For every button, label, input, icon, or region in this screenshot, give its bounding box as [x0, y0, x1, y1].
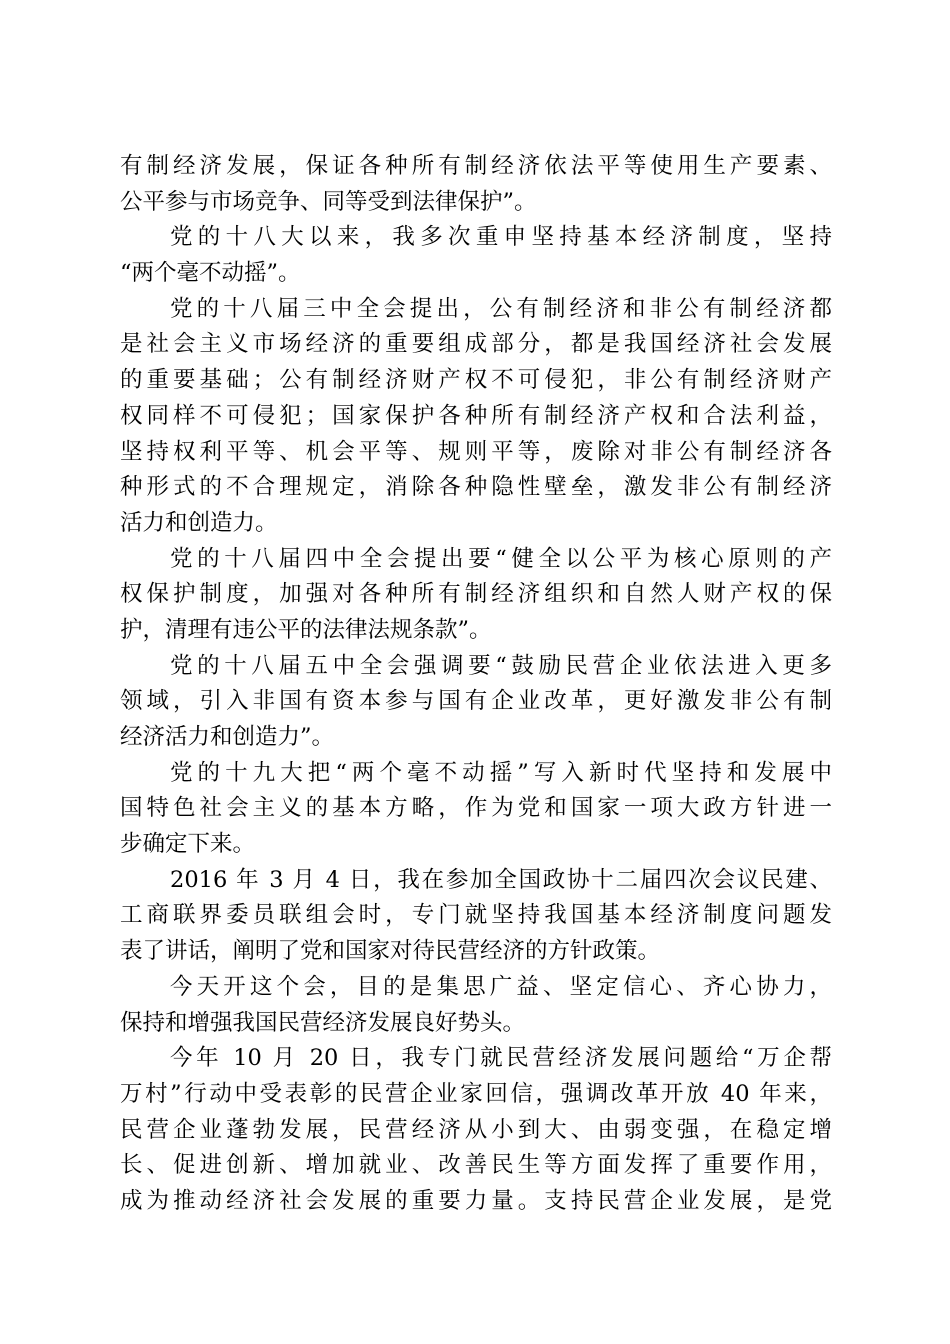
- text-line: 2016 年 3 月 4 日，我在参加全国政协十二届四次会议民建、: [170, 866, 832, 893]
- text-line: 领域，引入非国有资本参与国有企业改革，更好激发非公有制: [120, 688, 832, 715]
- text-line: 是社会主义市场经济的重要组成部分，都是我国经济社会发展: [120, 331, 832, 358]
- text-line: 的重要基础；公有制经济财产权不可侵犯，非公有制经济财产: [120, 367, 832, 394]
- text-line: 长、促进创新、增加就业、改善民生等方面发挥了重要作用，: [120, 1152, 832, 1179]
- text-line: 工商联界委员联组会时，专门就坚持我国基本经济制度问题发: [120, 902, 832, 929]
- text-line: 步确定下来。: [120, 831, 256, 858]
- text-line: 成为推动经济社会发展的重要力量。支持民营企业发展，是党: [120, 1187, 832, 1214]
- text-line: 党的十八届五中全会强调要“鼓励民营企业依法进入更多: [170, 652, 832, 679]
- text-line: 公平参与市场竞争、同等受到法律保护”。: [120, 188, 537, 215]
- body-text: [120, 149, 832, 1220]
- text-line: 党的十八届四中全会提出要“健全以公平为核心原则的产: [170, 545, 832, 572]
- text-line: 党的十八大以来，我多次重申坚持基本经济制度，坚持: [170, 224, 832, 251]
- text-line: 权保护制度，加强对各种所有制经济组织和自然人财产权的保: [120, 581, 832, 608]
- text-line: 今天开这个会，目的是集思广益、坚定信心、齐心协力，: [170, 973, 832, 1000]
- text-line: 护，清理有违公平的法律法规条款”。: [120, 616, 492, 643]
- text-line: 有制经济发展，保证各种所有制经济依法平等使用生产要素、: [120, 153, 832, 179]
- text-line: 表了讲话，阐明了党和国家对待民营经济的方针政策。: [120, 938, 661, 965]
- text-line: 今年 10 月 20 日，我专门就民营经济发展问题给“万企帮: [170, 1045, 832, 1072]
- text-line: 经济活力和创造力”。: [120, 724, 335, 750]
- text-line: “两个毫不动摇”。: [120, 260, 301, 287]
- text-line: 权同样不可侵犯；国家保护各种所有制经济产权和合法利益，: [120, 402, 832, 429]
- text-line: 民营企业蓬勃发展，民营经济从小到大、由弱变强，在稳定增: [120, 1116, 832, 1143]
- text-line: 保持和增强我国民营经济发展良好势头。: [120, 1009, 526, 1036]
- text-line: 党的十八届三中全会提出，公有制经济和非公有制经济都: [170, 295, 832, 322]
- text-line: 活力和创造力。: [120, 509, 278, 536]
- text-line: 万村”行动中受表彰的民营企业家回信，强调改革开放 40 年来，: [120, 1080, 832, 1107]
- text-line: 坚持权利平等、机会平等、规则平等，废除对非公有制经济各: [120, 438, 832, 465]
- text-line: 党的十九大把“两个毫不动摇”写入新时代坚持和发展中: [170, 759, 832, 786]
- text-line: 种形式的不合理规定，消除各种隐性壁垒，激发非公有制经济: [120, 474, 832, 501]
- text-line: 国特色社会主义的基本方略，作为党和国家一项大政方针进一: [120, 795, 832, 822]
